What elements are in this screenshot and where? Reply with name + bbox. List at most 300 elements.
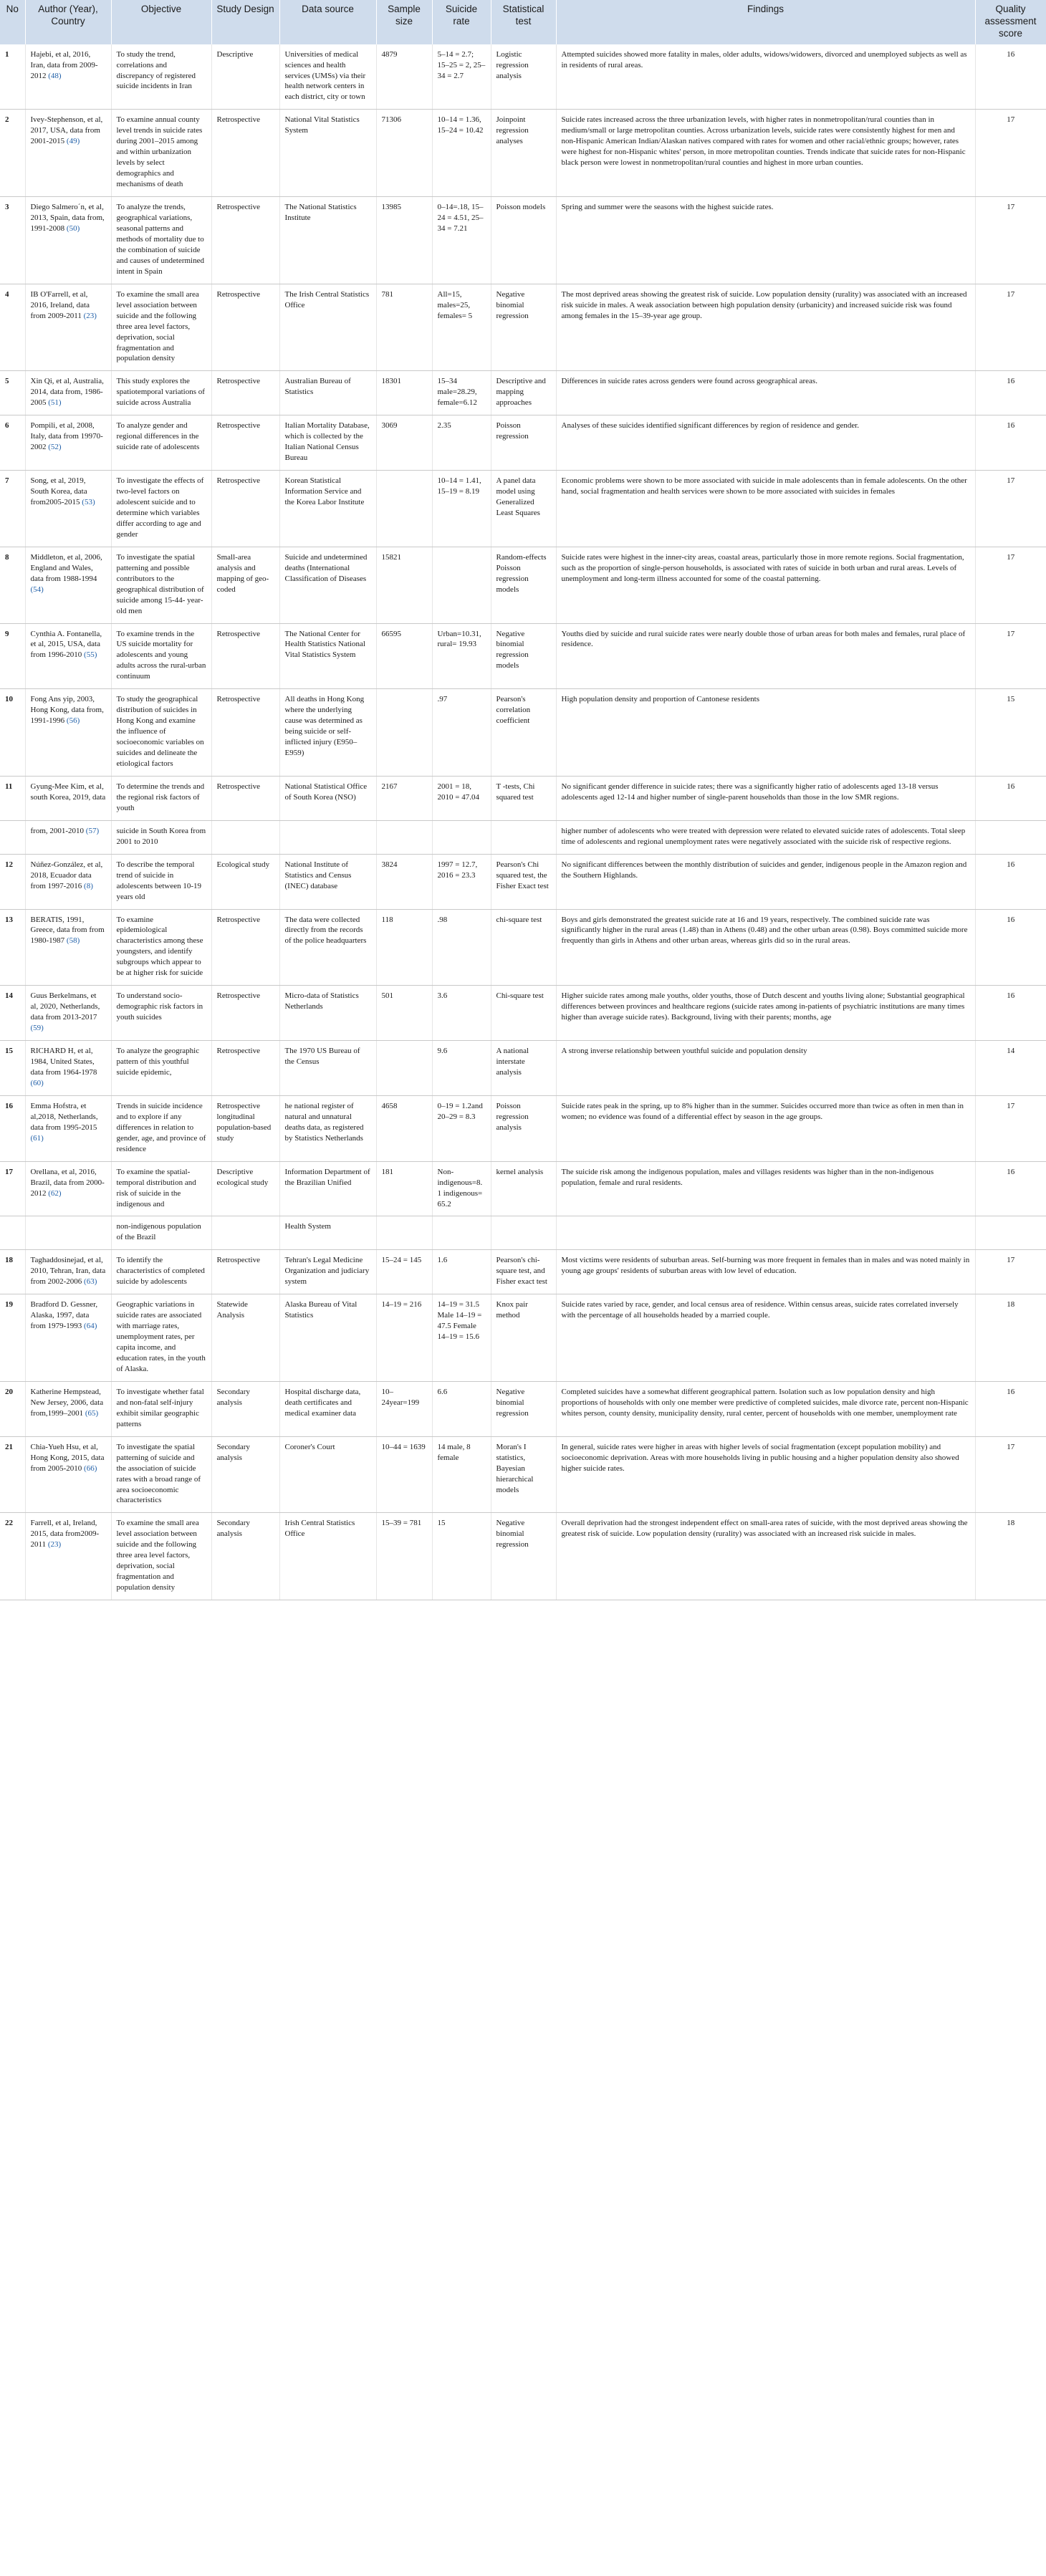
cell-author-text: Orellana, et al, 2016, Brazil, data from 2000-2012 bbox=[30, 1167, 105, 1198]
reference-link[interactable]: (58) bbox=[66, 936, 80, 946]
cell-quality-score bbox=[975, 110, 1046, 197]
cell-objective bbox=[111, 284, 211, 371]
cell-statistical-test bbox=[491, 547, 556, 623]
cell-objective-text: To identify the characteristics of completed suicide by adolescents bbox=[116, 1256, 205, 1287]
reference-link[interactable]: (59) bbox=[30, 1024, 44, 1033]
cell-author bbox=[25, 371, 111, 415]
cell-sample-size-text: 18301 bbox=[381, 377, 401, 386]
cell-design-text: Retrospective bbox=[216, 991, 260, 1001]
cell-design bbox=[211, 284, 279, 371]
cell-sample-size bbox=[376, 820, 432, 854]
cell-design bbox=[211, 1294, 279, 1382]
cell-suicide-rate bbox=[432, 689, 491, 777]
table-row bbox=[0, 1250, 1046, 1294]
table-row bbox=[0, 820, 1046, 854]
reference-link[interactable]: (61) bbox=[30, 1133, 44, 1143]
cell-sample-size-text: 3069 bbox=[381, 421, 398, 431]
table-row bbox=[0, 1095, 1046, 1161]
reference-link[interactable]: (65) bbox=[85, 1408, 99, 1418]
cell-quality-score-text: 16 bbox=[1007, 377, 1015, 386]
cell-findings bbox=[556, 1250, 975, 1294]
cell-statistical-test bbox=[491, 44, 556, 110]
cell-statistical-test bbox=[491, 471, 556, 547]
table-row bbox=[0, 776, 1046, 820]
cell-quality-score bbox=[975, 1250, 1046, 1294]
cell-findings-text: Suicide rates were highest in the inner-city areas, coastal areas, particularly those in more remote regions. Social fragmentation, such as the proportion of single-person households, is associated with rates of suicide in both urban and rural areas. Levels of unemployment and long-term illness accounted for some of the coastal patterning. bbox=[561, 552, 964, 583]
cell-sample-size-text: 66595 bbox=[381, 629, 401, 638]
cell-design bbox=[211, 1216, 279, 1250]
cell-statistical-test bbox=[491, 415, 556, 471]
cell-statistical-test bbox=[491, 1161, 556, 1216]
cell-design-text: Retrospective bbox=[216, 1256, 260, 1265]
cell-source bbox=[279, 820, 376, 854]
cell-quality-score-text: 17 bbox=[1007, 1442, 1015, 1451]
cell-objective-text: To examine the small area level association between suicide and the following three area level factors, deprivation, social fragmentation and population density bbox=[116, 1519, 199, 1592]
cell-design bbox=[211, 415, 279, 471]
cell-suicide-rate-text: Non-indigenous=8.1 indigenous= 65.2 bbox=[437, 1167, 483, 1208]
cell-source bbox=[279, 1161, 376, 1216]
table-row bbox=[0, 1436, 1046, 1513]
cell-no bbox=[0, 371, 25, 415]
table-row bbox=[0, 1513, 1046, 1600]
cell-suicide-rate-text: 15–34 male=28.29, female=6.12 bbox=[437, 377, 477, 408]
cell-no bbox=[0, 820, 25, 854]
cell-objective-text: To examine annual county level trends in suicide rates during 2001–2015 among and within urbanization levels by select demographics and mechanisms of death bbox=[116, 115, 203, 189]
cell-no-text: 3 bbox=[5, 203, 9, 212]
cell-author bbox=[25, 1041, 111, 1096]
header-rate: Suicide rate bbox=[432, 0, 491, 44]
cell-sample-size-text: 118 bbox=[381, 915, 393, 924]
reference-link[interactable]: (50) bbox=[66, 224, 80, 233]
cell-author bbox=[25, 1095, 111, 1161]
cell-objective-text: non-indigenous population of the Brazil bbox=[116, 1222, 201, 1242]
cell-findings bbox=[556, 44, 975, 110]
cell-findings bbox=[556, 110, 975, 197]
cell-author-text: Chia-Yueh Hsu, et al, Hong Kong, 2015, data from 2005-2010 bbox=[30, 1442, 105, 1473]
table-row bbox=[0, 110, 1046, 197]
cell-no-text: 21 bbox=[5, 1442, 13, 1451]
cell-statistical-test bbox=[491, 1436, 556, 1513]
cell-design bbox=[211, 623, 279, 689]
cell-source-text: The Irish Central Statistics Office bbox=[284, 289, 370, 309]
reference-link[interactable]: (55) bbox=[84, 650, 97, 660]
cell-statistical-test bbox=[491, 909, 556, 986]
cell-statistical-test-text: Pearson's correlation coefficient bbox=[496, 695, 531, 726]
cell-findings bbox=[556, 854, 975, 909]
cell-findings bbox=[556, 1161, 975, 1216]
cell-quality-score-text: 14 bbox=[1007, 1047, 1015, 1056]
cell-author-text: Emma Hofstra, et al,2018, Netherlands, data from 1995-2015 bbox=[30, 1101, 98, 1132]
cell-sample-size-text: 4879 bbox=[381, 49, 398, 59]
table-row bbox=[0, 909, 1046, 986]
cell-quality-score bbox=[975, 1095, 1046, 1161]
cell-objective-text: This study explores the spatiotemporal variations of suicide across Australia bbox=[116, 377, 205, 408]
cell-statistical-test-text: Pearson's Chi squared test, the Fisher Exact test bbox=[496, 860, 549, 890]
cell-source-text: National Statistical Office of South Korea (NSO) bbox=[284, 782, 368, 802]
cell-sample-size bbox=[376, 1250, 432, 1294]
cell-objective-text: To study the geographical distribution of suicides in Hong Kong and examine the influence of socioeconomic variables on suicides and delineate the etiological factors bbox=[116, 695, 204, 768]
cell-quality-score bbox=[975, 820, 1046, 854]
table-row bbox=[0, 689, 1046, 777]
cell-no bbox=[0, 44, 25, 110]
cell-source-text: Health System bbox=[284, 1222, 331, 1231]
reference-link[interactable]: (23) bbox=[47, 1540, 62, 1549]
cell-objective-text: To determine the trends and the regional risk factors of youth bbox=[116, 782, 205, 812]
cell-findings-text: Attempted suicides showed more fatality in males, older adults, widows/widowers, divorced and unemployed subjects as well as in residents of rural areas. bbox=[561, 49, 967, 69]
cell-objective bbox=[111, 110, 211, 197]
cell-sample-size bbox=[376, 776, 432, 820]
table-row bbox=[0, 197, 1046, 284]
cell-quality-score-text: 17 bbox=[1007, 1101, 1015, 1110]
cell-findings-text: No significant differences between the monthly distribution of suicides and gender, indigenous people in the Amazon region and the Southern Highlands. bbox=[561, 860, 967, 880]
cell-no bbox=[0, 909, 25, 986]
cell-no bbox=[0, 284, 25, 371]
cell-sample-size bbox=[376, 1095, 432, 1161]
cell-author bbox=[25, 854, 111, 909]
cell-objective bbox=[111, 776, 211, 820]
cell-statistical-test-text: kernel analysis bbox=[496, 1167, 544, 1176]
cell-author bbox=[25, 1294, 111, 1382]
cell-design-text: Secondary analysis bbox=[216, 1387, 250, 1407]
cell-design-text: Retrospective bbox=[216, 289, 260, 299]
cell-suicide-rate bbox=[432, 284, 491, 371]
cell-sample-size bbox=[376, 1161, 432, 1216]
cell-quality-score-text: 18 bbox=[1007, 1519, 1015, 1528]
header-score: Quality assessment score bbox=[975, 0, 1046, 44]
cell-design-text: Retrospective bbox=[216, 377, 260, 386]
cell-no bbox=[0, 1381, 25, 1436]
cell-statistical-test-text: chi-square test bbox=[496, 915, 542, 924]
cell-suicide-rate-text: .97 bbox=[437, 695, 448, 704]
cell-author bbox=[25, 1216, 111, 1250]
cell-quality-score-text: 17 bbox=[1007, 289, 1015, 299]
cell-statistical-test-text: A panel data model using Generalized Least Squares bbox=[496, 476, 540, 517]
cell-quality-score bbox=[975, 854, 1046, 909]
cell-source-text: Irish Central Statistics Office bbox=[284, 1519, 355, 1539]
cell-source-text: National Vital Statistics System bbox=[284, 115, 360, 135]
cell-suicide-rate bbox=[432, 776, 491, 820]
cell-design bbox=[211, 776, 279, 820]
cell-no-text: 15 bbox=[5, 1047, 13, 1056]
cell-sample-size bbox=[376, 854, 432, 909]
cell-suicide-rate-text: 2001 = 18, 2010 = 47.04 bbox=[437, 782, 479, 802]
cell-sample-size bbox=[376, 284, 432, 371]
cell-author-text: Núñez-González, et al, 2018, Ecuador data from 1997-2016 bbox=[30, 860, 103, 890]
reference-link[interactable]: (64) bbox=[84, 1322, 97, 1331]
cell-no-text: 6 bbox=[5, 421, 9, 431]
cell-source bbox=[279, 854, 376, 909]
cell-statistical-test bbox=[491, 1381, 556, 1436]
cell-suicide-rate-text: 14–19 = 31.5 Male 14–19 = 47.5 Female 14–19 = 15.6 bbox=[437, 1300, 482, 1342]
cell-author-text: Hajebi, et al, 2016, Iran, data from 2009-2012 bbox=[30, 49, 98, 80]
reference-link[interactable]: (53) bbox=[82, 497, 95, 506]
cell-no bbox=[0, 1294, 25, 1382]
cell-author-text: Guus Berkelmans, et al, 2020, Netherlands, data from 2013-2017 bbox=[30, 991, 100, 1022]
cell-source-text: Information Department of the Brazilian Unified bbox=[284, 1167, 370, 1187]
cell-objective bbox=[111, 1041, 211, 1096]
cell-design-text: Retrospective bbox=[216, 782, 260, 791]
table-row bbox=[0, 471, 1046, 547]
cell-no-text: 2 bbox=[5, 115, 9, 125]
cell-statistical-test-text: Moran's I statistics, Bayesian hierarchical models bbox=[496, 1442, 534, 1494]
cell-sample-size-text: 4658 bbox=[381, 1101, 398, 1110]
cell-author-text: Cynthia A. Fontanella, et al, 2015, USA, data from 1996-2010 bbox=[30, 629, 102, 660]
cell-no-text: 1 bbox=[5, 49, 9, 59]
cell-no bbox=[0, 623, 25, 689]
cell-no-text: 16 bbox=[5, 1101, 13, 1110]
cell-suicide-rate-text: 5–14 = 2.7; 15–25 = 2, 25–34 = 2.7 bbox=[437, 49, 486, 80]
reference-link[interactable]: (8) bbox=[84, 881, 93, 890]
reference-link[interactable]: (51) bbox=[48, 398, 62, 408]
cell-source-text: Australian Bureau of Statistics bbox=[284, 377, 351, 397]
cell-findings bbox=[556, 1095, 975, 1161]
cell-statistical-test-text: Poisson regression bbox=[496, 421, 529, 441]
cell-statistical-test-text: Negative binomial regression models bbox=[496, 629, 529, 671]
cell-suicide-rate bbox=[432, 1041, 491, 1096]
cell-sample-size bbox=[376, 1381, 432, 1436]
reference-link[interactable]: (63) bbox=[84, 1277, 97, 1287]
cell-findings-text: The suicide risk among the indigenous population, males and villages residents was higher than in the non-indigenous population, female and rural residents. bbox=[561, 1167, 934, 1187]
cell-author-text: Song, et al, 2019, South Korea, data from2005-2015 bbox=[30, 476, 87, 506]
cell-objective-text: To analyze gender and regional differences in the suicide rate of adolescents bbox=[116, 421, 200, 452]
cell-no bbox=[0, 689, 25, 777]
cell-findings-text: Higher suicide rates among male youths, older youths, those of Dutch descent and youths living alone; Substantial geographical differences between provinces and healthcare regions (suicide rates among in-patients of psychiatric institutions are many times higher than average suicide rates). Background, living with their parents; months, age bbox=[561, 991, 965, 1022]
cell-suicide-rate bbox=[432, 197, 491, 284]
cell-design bbox=[211, 1095, 279, 1161]
header-objective: Objective bbox=[111, 0, 211, 44]
cell-statistical-test bbox=[491, 284, 556, 371]
cell-author bbox=[25, 547, 111, 623]
cell-quality-score bbox=[975, 1381, 1046, 1436]
cell-design-text: Secondary analysis bbox=[216, 1442, 250, 1462]
cell-statistical-test-text: Descriptive and mapping approaches bbox=[496, 377, 546, 408]
cell-sample-size-text: 71306 bbox=[381, 115, 401, 125]
cell-no bbox=[0, 471, 25, 547]
cell-no-text: 19 bbox=[5, 1300, 13, 1309]
cell-quality-score-text: 16 bbox=[1007, 860, 1015, 869]
cell-statistical-test bbox=[491, 854, 556, 909]
cell-suicide-rate-text: .98 bbox=[437, 915, 448, 924]
reference-link[interactable]: (57) bbox=[85, 826, 100, 835]
cell-design-text: Retrospective longitudinal population-based study bbox=[216, 1101, 272, 1143]
cell-source bbox=[279, 1216, 376, 1250]
cell-statistical-test bbox=[491, 776, 556, 820]
cell-objective bbox=[111, 854, 211, 909]
cell-findings-text: No significant gender difference in suicide rates; there was a significantly higher ratio of adolescents aged 13-18 versus adolescents aged 12-14 and higher number of single-parent households than those in the low SMR regions. bbox=[561, 782, 939, 802]
cell-findings-text: The most deprived areas showing the greatest risk of suicide. Low population density (rurality) was associated with an increased risk suicide in males. A weak association between high population density (urbanicity) and increased suicide risk was found among females in the 15–39-year age group. bbox=[561, 289, 967, 320]
cell-quality-score bbox=[975, 689, 1046, 777]
cell-findings-text: Youths died by suicide and rural suicide rates were nearly double those of urban areas for both males and females, rural place of residence. bbox=[561, 629, 966, 649]
cell-design-text: Small-area analysis and mapping of geo-coded bbox=[216, 552, 269, 594]
cell-sample-size bbox=[376, 44, 432, 110]
cell-statistical-test bbox=[491, 1216, 556, 1250]
header-size: Sample size bbox=[376, 0, 432, 44]
cell-findings-text: Suicide rates peak in the spring, up to 8% higher than in the summer. Suicides occurred more than twice as often in men than in women; no evidence was found of a differential effect by season in the age groups. bbox=[561, 1101, 964, 1121]
cell-sample-size-text: 501 bbox=[381, 991, 393, 1001]
cell-source-text: The National Statistics Institute bbox=[284, 203, 357, 223]
cell-source bbox=[279, 1250, 376, 1294]
cell-quality-score bbox=[975, 415, 1046, 471]
cell-source-text: National Institute of Statistics and Census (INEC) database bbox=[284, 860, 352, 890]
cell-objective bbox=[111, 1250, 211, 1294]
cell-source bbox=[279, 284, 376, 371]
reference-link[interactable]: (52) bbox=[48, 443, 62, 452]
cell-author bbox=[25, 1381, 111, 1436]
cell-author bbox=[25, 415, 111, 471]
cell-suicide-rate bbox=[432, 1381, 491, 1436]
cell-statistical-test-text: Chi-square test bbox=[496, 991, 544, 1001]
cell-design bbox=[211, 471, 279, 547]
cell-sample-size bbox=[376, 689, 432, 777]
cell-objective bbox=[111, 1161, 211, 1216]
header-source: Data source bbox=[279, 0, 376, 44]
cell-findings bbox=[556, 1381, 975, 1436]
table-row bbox=[0, 986, 1046, 1041]
cell-quality-score bbox=[975, 44, 1046, 110]
cell-objective bbox=[111, 415, 211, 471]
cell-suicide-rate-text: 10–14 = 1.36, 15–24 = 10.42 bbox=[437, 115, 484, 135]
cell-sample-size-text: 13985 bbox=[381, 203, 401, 212]
reference-link[interactable]: (56) bbox=[66, 716, 80, 726]
cell-suicide-rate bbox=[432, 854, 491, 909]
cell-objective-text: To study the trend, correlations and discrepancy of registered suicide incidents in Iran bbox=[116, 49, 196, 91]
cell-no-text: 13 bbox=[5, 915, 13, 924]
cell-quality-score-text: 16 bbox=[1007, 991, 1015, 1001]
cell-design bbox=[211, 1041, 279, 1096]
cell-sample-size-text: 10–24year=199 bbox=[381, 1387, 420, 1407]
cell-author-text: Fong Ans yip, 2003, Hong Kong, data from, 1991-1996 bbox=[30, 695, 104, 726]
cell-source-text: Korean Statistical Information Service and the Korea Labor Institute bbox=[284, 476, 365, 506]
reference-link[interactable]: (54) bbox=[30, 585, 44, 594]
cell-findings-text: A strong inverse relationship between youthful suicide and population density bbox=[561, 1047, 807, 1056]
cell-quality-score bbox=[975, 623, 1046, 689]
cell-suicide-rate-text: 2.35 bbox=[437, 421, 451, 431]
reference-link[interactable]: (66) bbox=[84, 1464, 97, 1473]
reference-link[interactable]: (60) bbox=[30, 1078, 44, 1087]
table-row bbox=[0, 284, 1046, 371]
cell-objective-text: To investigate the spatial patterning of suicide and the association of suicide rates with a broad range of area socioeconomic characteristics bbox=[116, 1442, 201, 1505]
cell-objective-text: To examine trends in the US suicide mortality for adolescents and young adults across the rural-urban continuum bbox=[116, 629, 206, 681]
cell-suicide-rate-text: 15 bbox=[437, 1519, 446, 1528]
cell-quality-score-text: 18 bbox=[1007, 1300, 1015, 1309]
cell-quality-score bbox=[975, 471, 1046, 547]
cell-source bbox=[279, 110, 376, 197]
cell-suicide-rate bbox=[432, 1294, 491, 1382]
cell-author-text: BERATIS, 1991, Greece, data from from 1980-1987 bbox=[30, 915, 105, 946]
cell-no-text: 22 bbox=[5, 1519, 13, 1528]
cell-suicide-rate-text: 9.6 bbox=[437, 1047, 448, 1056]
cell-source bbox=[279, 415, 376, 471]
cell-findings bbox=[556, 820, 975, 854]
reference-link[interactable]: (49) bbox=[66, 137, 80, 146]
cell-quality-score-text: 16 bbox=[1007, 1387, 1015, 1396]
cell-author bbox=[25, 689, 111, 777]
cell-suicide-rate-text: Urban=10.31, rural= 19.93 bbox=[437, 629, 481, 649]
cell-source-text: Coroner's Court bbox=[284, 1442, 335, 1451]
cell-findings bbox=[556, 1436, 975, 1513]
cell-suicide-rate bbox=[432, 820, 491, 854]
cell-statistical-test bbox=[491, 1294, 556, 1382]
cell-sample-size-text: 10–44 = 1639 bbox=[381, 1442, 426, 1451]
cell-quality-score-text: 16 bbox=[1007, 49, 1015, 59]
cell-statistical-test-text: Random-effects Poisson regression models bbox=[496, 552, 547, 594]
cell-no-text: 17 bbox=[5, 1167, 13, 1176]
cell-suicide-rate-text: 3.6 bbox=[437, 991, 448, 1001]
cell-no-text: 12 bbox=[5, 860, 13, 869]
cell-source-text: Alaska Bureau of Vital Statistics bbox=[284, 1300, 358, 1320]
cell-findings bbox=[556, 909, 975, 986]
cell-quality-score bbox=[975, 1436, 1046, 1513]
cell-objective bbox=[111, 44, 211, 110]
cell-design bbox=[211, 986, 279, 1041]
cell-suicide-rate-text: 10–14 = 1.41, 15–19 = 8.19 bbox=[437, 476, 481, 496]
cell-statistical-test bbox=[491, 1095, 556, 1161]
cell-author-text: IB O'Farrell, et al, 2016, Ireland, data from 2009-2011 bbox=[30, 289, 90, 320]
cell-author-text: RICHARD H, et al, 1984, United States, data from 1964-1978 bbox=[30, 1047, 97, 1077]
cell-no-text: 9 bbox=[5, 629, 9, 638]
cell-author-text: Pompili, et al, 2008, Italy, data from 19970-2002 bbox=[30, 421, 103, 452]
cell-no-text: 11 bbox=[5, 782, 13, 791]
cell-objective bbox=[111, 1436, 211, 1513]
cell-author bbox=[25, 1161, 111, 1216]
cell-statistical-test bbox=[491, 197, 556, 284]
reference-link[interactable]: (62) bbox=[48, 1188, 62, 1198]
table-row bbox=[0, 854, 1046, 909]
cell-sample-size bbox=[376, 986, 432, 1041]
cell-statistical-test bbox=[491, 623, 556, 689]
cell-no bbox=[0, 197, 25, 284]
cell-statistical-test bbox=[491, 110, 556, 197]
cell-statistical-test bbox=[491, 689, 556, 777]
cell-no-text: 10 bbox=[5, 695, 13, 704]
cell-source bbox=[279, 1294, 376, 1382]
cell-author bbox=[25, 909, 111, 986]
cell-suicide-rate bbox=[432, 44, 491, 110]
cell-findings-text: Suicide rates increased across the three urbanization levels, with higher rates in nonmetropolitan/rural counties than in medium/small or large metropolitan counties. Across urbanization levels, suicide rates were consistently highest for men and non-Hispanic American Indian/Alaskan natives compared with rates for women and other racial/ethnic groups; however, rates were highest for non-Hispanic whites' person, in more metropolitan counties. Trends indicate that suicide rates for non-Hispanic black person were lowest in nonmetropolitan/rural counties and highest in more urban counties. bbox=[561, 115, 966, 168]
cell-objective bbox=[111, 1294, 211, 1382]
cell-quality-score-text: 17 bbox=[1007, 476, 1015, 486]
table-row bbox=[0, 1161, 1046, 1216]
cell-statistical-test bbox=[491, 1513, 556, 1600]
cell-author bbox=[25, 623, 111, 689]
reference-link[interactable]: (23) bbox=[83, 311, 97, 320]
cell-quality-score-text: 17 bbox=[1007, 552, 1015, 562]
cell-design-text: Ecological study bbox=[216, 860, 270, 869]
cell-author-text: Farrell, et al, Ireland, 2015, data from2009-2011 bbox=[30, 1519, 100, 1549]
cell-source-text: The data were collected directly from the records of the police headquarters bbox=[284, 915, 367, 946]
cell-statistical-test-text: Negative binomial regression bbox=[496, 289, 529, 320]
cell-objective-text: To understand socio-demographic risk factors in youth suicides bbox=[116, 991, 203, 1022]
cell-findings bbox=[556, 986, 975, 1041]
cell-source-text: The 1970 US Bureau of the Census bbox=[284, 1047, 360, 1067]
cell-objective bbox=[111, 471, 211, 547]
cell-design bbox=[211, 820, 279, 854]
cell-suicide-rate-text: 1997 = 12.7, 2016 = 23.3 bbox=[437, 860, 478, 880]
cell-source bbox=[279, 1513, 376, 1600]
cell-author bbox=[25, 1250, 111, 1294]
cell-findings bbox=[556, 776, 975, 820]
cell-source bbox=[279, 689, 376, 777]
table-header bbox=[0, 0, 1046, 44]
cell-quality-score-text: 16 bbox=[1007, 1167, 1015, 1176]
cell-sample-size-text: 15821 bbox=[381, 552, 401, 562]
reference-link[interactable]: (48) bbox=[48, 71, 62, 80]
cell-statistical-test-text: Negative binomial regression bbox=[496, 1387, 529, 1418]
cell-quality-score bbox=[975, 284, 1046, 371]
cell-sample-size bbox=[376, 1436, 432, 1513]
cell-statistical-test-text: Pearson's chi-square test, and Fisher exact test bbox=[496, 1256, 547, 1287]
cell-objective-text: To investigate the spatial patterning and possible contributors to the geographical distribution of suicide among 15-44- year-old men bbox=[116, 552, 204, 615]
